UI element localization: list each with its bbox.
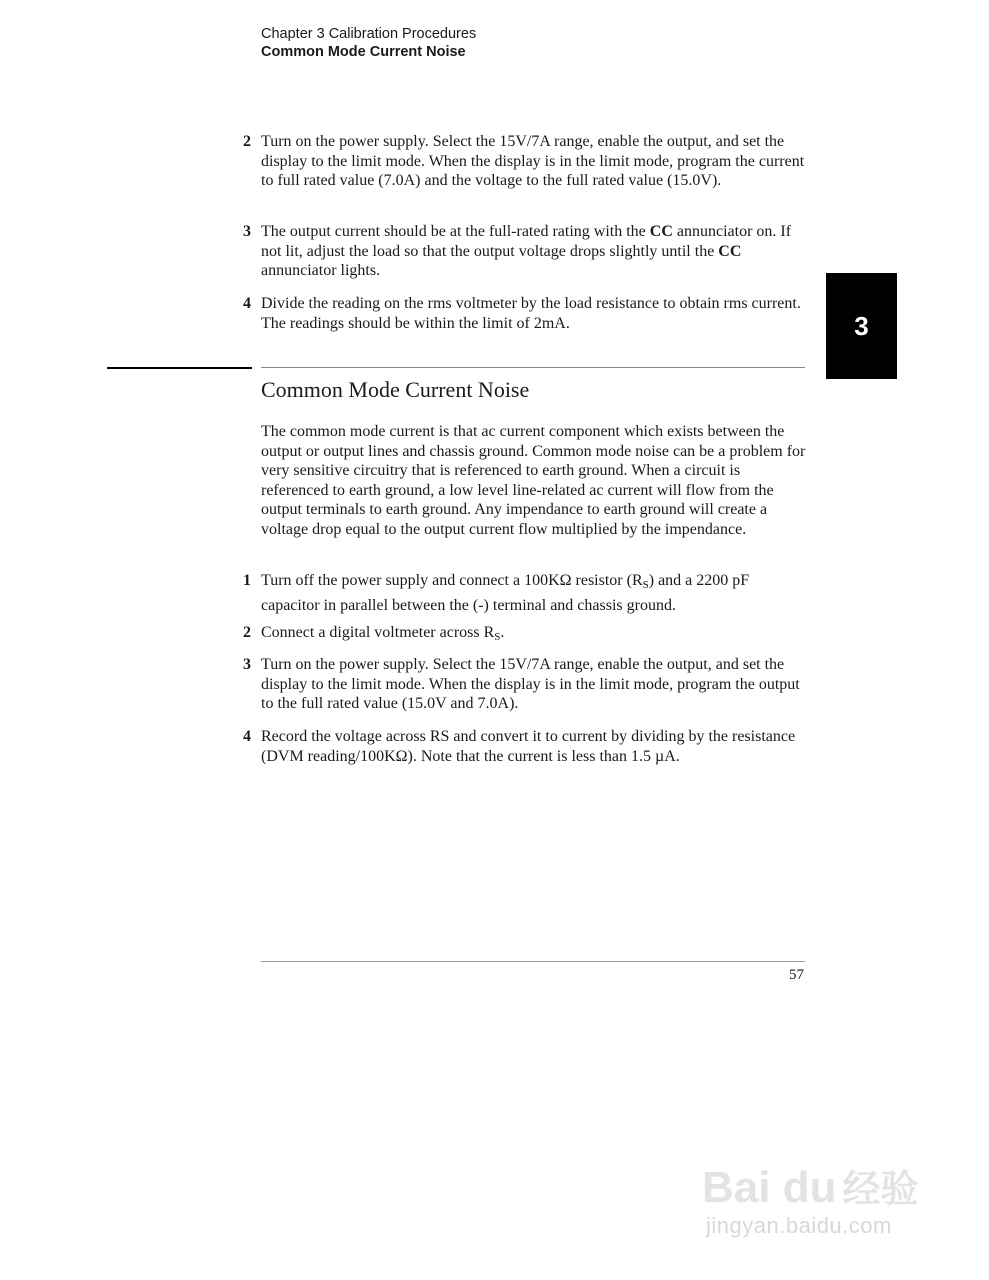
footer-rule: [261, 961, 805, 962]
step-item: [243, 727, 806, 766]
step-text: Record the voltage across RS and convert it to current by dividing by the resistance (DVM reading/100KΩ). Note that the current is less than 1.5 µA.: [261, 728, 796, 765]
intro-paragraph: The common mode current is that ac current component which exists between the output or output lines and chassis ground. Common mode noise can be a problem for very sensitive circuitry that is referenced to earth ground. When a circuit is referenced to earth ground, a low level line-related ac current will flow from the output terminals to earth ground. Any impendance to earth ground will create a voltage drop equal to the output current flow multiplied by the impendance.: [261, 423, 806, 538]
step-item: [243, 623, 806, 648]
watermark-logo-text: Bai du: [702, 1163, 837, 1212]
cc-annunciator-label: CC: [718, 242, 742, 260]
step-item: [243, 655, 806, 714]
step-text-part: Turn off the power supply and connect a 100KΩ resistor (R: [261, 572, 643, 589]
step-number: 2: [243, 133, 251, 150]
subscript: S: [642, 579, 649, 591]
watermark-logo: [702, 1158, 918, 1213]
page-number: 57: [789, 967, 804, 983]
chapter-title: Chapter 3 Calibration Procedures: [261, 26, 477, 42]
step-item: [243, 132, 806, 191]
section-title: Common Mode Current Noise: [261, 377, 530, 402]
step-number: 3: [243, 656, 251, 673]
step-text-part: annunciator lights.: [261, 262, 381, 279]
step-number: 4: [243, 295, 251, 312]
step-item: [243, 222, 806, 281]
running-header: [261, 25, 476, 61]
step-text-part: Connect a digital voltmeter across R: [261, 624, 495, 641]
step-item: [243, 294, 806, 333]
step-number: 4: [243, 728, 251, 745]
step-text: Turn on the power supply. Select the 15V/7A range, enable the output, and set the display to the limit mode. When the display is in the limit mode, program the current to full rated value (7.0A) and the voltage to the full rated value (15.0V).: [261, 133, 805, 189]
step-number: 3: [243, 223, 251, 240]
watermark-logo-cjk: 经验: [842, 1169, 919, 1211]
step-number: 1: [243, 572, 251, 589]
step-text-part: ) and a 2200 pF capacitor in parallel between the (-) terminal and chassis ground.: [261, 572, 750, 614]
step-text-part: annunciator on. If not lit, adjust the load so that the output voltage drops slightly until the: [261, 223, 792, 260]
step-text: Divide the reading on the rms voltmeter by the load resistance to obtain rms current. The readings should be within the limit of 2mA.: [261, 295, 801, 332]
step-item: [243, 571, 806, 615]
step-text-part: The output current should be at the full-rated rating with the: [261, 223, 650, 240]
subscript: S: [494, 631, 501, 643]
cc-annunciator-label: CC: [649, 223, 673, 240]
watermark-url: jingyan.baidu.com: [706, 1213, 892, 1238]
chapter-tab: 3: [826, 273, 897, 379]
step-text-part: .: [500, 624, 505, 641]
section-rule-left: [107, 367, 252, 369]
step-number: 2: [243, 624, 251, 641]
section-header: Common Mode Current Noise: [261, 44, 466, 60]
section-rule-right: [261, 367, 805, 368]
step-text: Turn on the power supply. Select the 15V/7A range, enable the output, and set the display to the limit mode. When the display is in the limit mode, program the output to the full rated value (15.0V and 7.0A).: [261, 656, 800, 712]
